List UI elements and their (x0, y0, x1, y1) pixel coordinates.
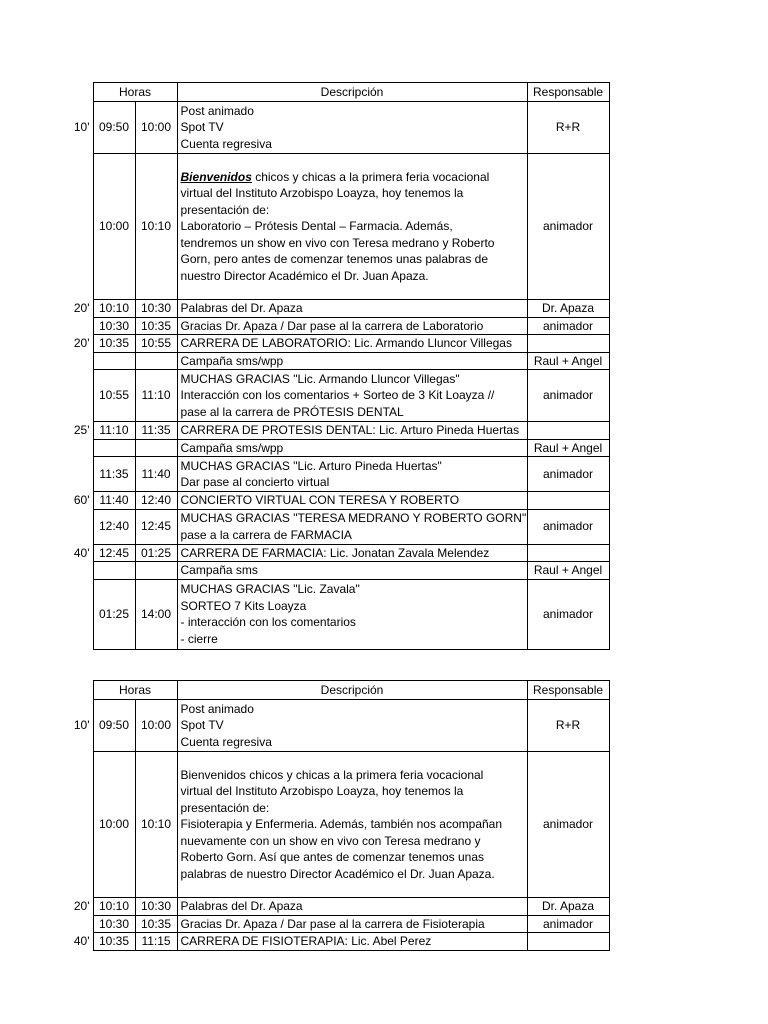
responsable-cell: Dr. Apaza (527, 898, 609, 916)
description-cell (177, 370, 527, 422)
description-line: Dar pase al concierto virtual (180, 475, 330, 489)
description-cell (177, 915, 527, 933)
description-line: Spot TV (180, 718, 224, 733)
description-line: Campaña sms/wpp (180, 440, 284, 455)
description-cell (177, 335, 527, 353)
duration-label: 20' (73, 301, 90, 315)
description-line: nuestro Director Académico el Dr. Juan Apaza. (180, 268, 429, 283)
header-row (66, 83, 609, 102)
schedule-row (66, 317, 609, 335)
responsable-cell (527, 422, 609, 440)
description-line: presentación de: (180, 800, 270, 815)
schedule-row (66, 898, 609, 916)
responsable-cell: animador (527, 317, 609, 335)
duration-label: 10' (73, 120, 90, 135)
schedule-row (66, 492, 609, 510)
responsable-cell: Dr. Apaza (527, 300, 609, 318)
description-line: Campaña sms/wpp (180, 353, 284, 368)
duration-label: 40' (73, 545, 90, 560)
start-time: 09:50 (93, 700, 135, 752)
schedule-row (66, 102, 609, 154)
responsable-cell: animador (527, 370, 609, 422)
description-cell (177, 700, 527, 752)
description-cell (177, 562, 527, 580)
duration-label: 20' (73, 899, 90, 913)
header-row (66, 681, 609, 700)
start-time (93, 562, 135, 580)
description-line (181, 169, 524, 186)
duration-label (66, 579, 93, 649)
description-line: Palabras del Dr. Apaza (180, 899, 303, 913)
description-line: Campaña sms (180, 563, 258, 577)
duration-label (66, 509, 93, 544)
start-time: 11:40 (93, 492, 135, 510)
responsable-cell: animador (527, 752, 609, 898)
schedule-row (66, 700, 609, 752)
description-line: - cierre (180, 631, 218, 646)
description-cell (177, 439, 527, 457)
schedule-body-2 (66, 681, 609, 951)
end-time: 10:55 (135, 335, 177, 353)
schedule-body-1 (66, 83, 609, 650)
start-time (93, 352, 135, 370)
description-line: Gorn, pero antes de comenzar tenemos unas palabras de (180, 252, 489, 267)
description-cell (177, 102, 527, 154)
description-line: MUCHAS GRACIAS "Lic. Zavala" (180, 582, 360, 596)
responsable-cell: animador (527, 579, 609, 649)
description-line: virtual del Instituto Arzobispo Loayza, hoy tenemos la (180, 186, 464, 201)
description-cell (177, 544, 527, 562)
description-line: pase al la carrera de PRÓTESIS DENTAL (180, 404, 404, 419)
end-time: 10:30 (135, 898, 177, 916)
end-time (135, 439, 177, 457)
start-time: 01:25 (93, 579, 135, 649)
description-cell (177, 457, 527, 492)
description-line: palabras de nuestro Director Académico el Dr. Juan Apaza. (180, 866, 495, 881)
end-time: 11:40 (135, 457, 177, 492)
schedule-row (66, 579, 609, 649)
start-time: 10:55 (93, 370, 135, 422)
start-time: 10:10 (93, 300, 135, 318)
header-horas: Horas (93, 83, 177, 102)
description-line: Palabras del Dr. Apaza (180, 301, 303, 315)
duration-label (66, 457, 93, 492)
schedule-row (66, 562, 609, 580)
header-responsable: Responsable (527, 681, 609, 700)
description-line: virtual del Instituto Arzobispo Loayza, hoy tenemos la (180, 784, 464, 799)
description-line: Gracias Dr. Apaza / Dar pase al la carrera de Laboratorio (180, 318, 484, 333)
schedule-table-1 (66, 82, 610, 650)
start-time (93, 439, 135, 457)
end-time: 10:10 (135, 154, 177, 300)
schedule-row (66, 752, 609, 898)
responsable-cell: R+R (527, 102, 609, 154)
description-line: pase a la carrera de FARMACIA (180, 527, 352, 542)
description-line: CARRERA DE PROTESIS DENTAL: Lic. Arturo Pineda Huertas (180, 423, 520, 437)
start-time: 10:35 (93, 933, 135, 951)
duration-label (66, 752, 93, 898)
schedule-row (66, 457, 609, 492)
description-line: nuevamente con un show en vivo con Teresa medrano y (180, 833, 481, 848)
start-time: 11:10 (93, 422, 135, 440)
responsable-cell: Raul + Angel (527, 439, 609, 457)
header-corner (66, 83, 93, 102)
description-line: Cuenta regresiva (180, 136, 272, 151)
start-time: 12:40 (93, 509, 135, 544)
description-line: CONCIERTO VIRTUAL CON TERESA Y ROBERTO (180, 493, 460, 507)
description-line: Post animado (180, 701, 254, 716)
description-line: Post animado (180, 103, 254, 118)
description-line: tendremos un show en vivo con Teresa medrano y Roberto (180, 235, 495, 250)
responsable-cell (527, 492, 609, 510)
responsable-cell: animador (527, 509, 609, 544)
description-line: presentación de: (180, 202, 270, 217)
duration-label: 10' (73, 718, 90, 733)
welcome-lead: Bienvenidos (180, 169, 252, 184)
responsable-cell: animador (527, 457, 609, 492)
end-time: 10:35 (135, 915, 177, 933)
end-time: 11:15 (135, 933, 177, 951)
description-line: CARRERA DE FARMACIA: Lic. Jonatan Zavala Melendez (180, 545, 490, 560)
header-responsable: Responsable (527, 83, 609, 102)
end-time: 01:25 (135, 544, 177, 562)
end-time (135, 562, 177, 580)
duration-label (66, 317, 93, 335)
schedule-row (66, 422, 609, 440)
description-line: Laboratorio – Prótesis Dental – Farmacia. Además, (180, 219, 453, 234)
start-time: 09:50 (93, 102, 135, 154)
description-cell (177, 154, 527, 300)
schedule-row (66, 335, 609, 353)
schedule-row (66, 370, 609, 422)
end-time: 11:35 (135, 422, 177, 440)
description-cell (177, 422, 527, 440)
start-time: 10:00 (93, 154, 135, 300)
description-line: Spot TV (180, 120, 224, 135)
description-cell (177, 752, 527, 898)
schedule-row (66, 933, 609, 951)
description-line: SORTEO 7 Kits Loayza (180, 598, 307, 613)
duration-label (66, 154, 93, 300)
schedule-row (66, 509, 609, 544)
description-line: Fisioterapia y Enfermeria. Además, también nos acompañan (180, 817, 503, 832)
responsable-cell: animador (527, 915, 609, 933)
end-time: 12:40 (135, 492, 177, 510)
schedule-row (66, 544, 609, 562)
schedule-row (66, 300, 609, 318)
description-cell (177, 933, 527, 951)
responsable-cell (527, 335, 609, 353)
end-time: 10:35 (135, 317, 177, 335)
start-time: 10:10 (93, 898, 135, 916)
end-time: 11:10 (135, 370, 177, 422)
end-time: 12:45 (135, 509, 177, 544)
duration-label: 20' (73, 336, 90, 350)
schedule-row (66, 439, 609, 457)
duration-label: 25' (73, 423, 90, 437)
schedule-row (66, 915, 609, 933)
description-cell (177, 509, 527, 544)
end-time: 10:10 (135, 752, 177, 898)
responsable-cell (527, 933, 609, 951)
schedule-table-2 (66, 680, 610, 951)
start-time: 10:35 (93, 335, 135, 353)
description-cell (177, 898, 527, 916)
header-corner (66, 681, 93, 700)
description-line-rest: chicos y chicas a la primera feria vocacional (251, 169, 490, 184)
description-cell (177, 300, 527, 318)
description-line: CARRERA DE FISIOTERAPIA: Lic. Abel Perez (180, 934, 432, 948)
description-line: Cuenta regresiva (180, 734, 272, 749)
schedule-row (66, 352, 609, 370)
start-time: 11:35 (93, 457, 135, 492)
start-time: 12:45 (93, 544, 135, 562)
duration-label: 60' (73, 493, 90, 507)
schedule-row (66, 154, 609, 300)
end-time: 10:00 (135, 700, 177, 752)
start-time: 10:30 (93, 915, 135, 933)
duration-label: 40' (73, 934, 90, 948)
header-descripcion: Descripción (177, 681, 527, 700)
description-line: MUCHAS GRACIAS "Lic. Armando Lluncor Villegas" (180, 371, 460, 386)
description-line: CARRERA DE LABORATORIO: Lic. Armando Lluncor Villegas (180, 336, 512, 350)
description-cell (177, 492, 527, 510)
description-cell (177, 579, 527, 649)
description-line: - interacción con los comentarios (180, 615, 356, 629)
start-time: 10:30 (93, 317, 135, 335)
description-cell (177, 317, 527, 335)
duration-label (66, 915, 93, 933)
duration-label (66, 370, 93, 422)
responsable-cell: R+R (527, 700, 609, 752)
duration-label (66, 562, 93, 580)
header-horas: Horas (93, 681, 177, 700)
description-line: Roberto Gorn. Así que antes de comenzar tenemos unas (180, 850, 485, 865)
duration-label (66, 439, 93, 457)
responsable-cell: Raul + Angel (527, 562, 609, 580)
description-cell (177, 352, 527, 370)
end-time: 14:00 (135, 579, 177, 649)
end-time (135, 352, 177, 370)
end-time: 10:30 (135, 300, 177, 318)
end-time: 10:00 (135, 102, 177, 154)
description-line: Interacción con los comentarios + Sorteo de 3 Kit Loayza // (180, 388, 495, 403)
description-line: Bienvenidos chicos y chicas a la primera feria vocacional (180, 767, 484, 782)
responsable-cell: animador (527, 154, 609, 300)
responsable-cell: Raul + Angel (527, 352, 609, 370)
header-descripcion: Descripción (177, 83, 527, 102)
description-line: Gracias Dr. Apaza / Dar pase al la carrera de Fisioterapia (180, 916, 485, 931)
description-line: MUCHAS GRACIAS "TERESA MEDRANO Y ROBERTO GORN" (180, 511, 527, 525)
duration-label (66, 352, 93, 370)
responsable-cell (527, 544, 609, 562)
description-line: MUCHAS GRACIAS "Lic. Arturo Pineda Huertas" (180, 458, 442, 473)
start-time: 10:00 (93, 752, 135, 898)
